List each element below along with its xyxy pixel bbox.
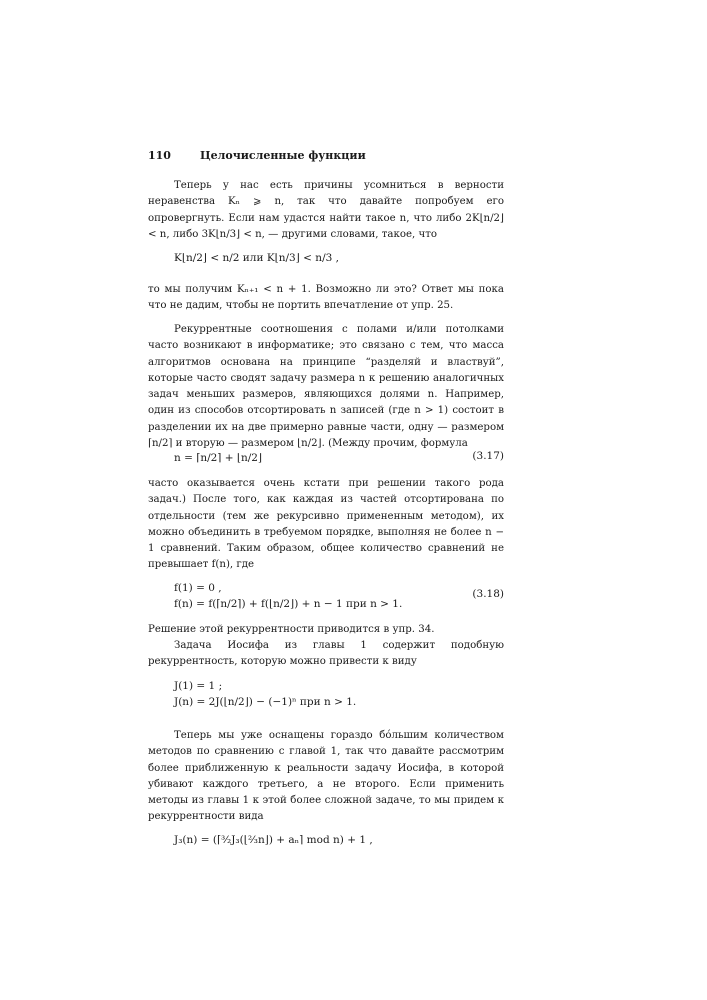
page-number: 110 xyxy=(148,149,171,162)
paragraph-5: Решение этой рекуррентности приводится в упр. 34. xyxy=(148,624,435,635)
paragraph-1: Теперь у нас есть причины усомниться в верности неравенства Kₙ ⩾ n, так что давайте попробуем его опровергнуть. Если нам удастся найти такое n, что либо 2K⌊n/2⌋ < n, либо 3K⌊n/3⌋ < n, — другими словами, такое, что xyxy=(148,180,504,240)
equation-number-3-18: (3.18) xyxy=(472,588,504,600)
formula-3-18-line-2: f(n) = f(⌈n/2⌉) + f(⌊n/2⌋) + n − 1 при n > 1. xyxy=(174,598,403,610)
formula-josephus-line-1: J(1) = 1 ; xyxy=(174,680,223,692)
paragraph-3: Рекуррентные соотношения с полами и/или потолками часто возникают в информатике; это связано с тем, что масса алгоритмов основана на принципе “разделяй и властвуй”, которые часто сводят задачу размера n к решению аналогичных задач меньших размеров, являющихся долями n. Например, один из способов отсортировать n записей (где n > 1) состоит в разделении их на две примерно равные части, одну — размером ⌈n/2⌉ и вторую — размером ⌊n/2⌋. (Между прочим, формула xyxy=(148,324,504,450)
formula-3-17: n = ⌈n/2⌉ + ⌊n/2⌋ xyxy=(174,452,263,464)
running-header xyxy=(148,148,504,166)
formula-josephus-line-2: J(n) = 2J(⌊n/2⌋) − (−1)ⁿ при n > 1. xyxy=(174,696,357,708)
paragraph-4: часто оказывается очень кстати при решении такого рода задач.) После того, как каждая из частей отсортирована по отдельности (тем же рекурсивно примененным методом), их можно объединить в требуемом порядке, выполняя не более n − 1 сравнений. Таким образом, общее количество сравнений не превышает f(n), где xyxy=(148,478,504,571)
paragraph-2: то мы получим Kₙ₊₁ < n + 1. Возможно ли это? Ответ мы пока что не дадим, чтобы не портить впечатление от упр. 25. xyxy=(148,284,504,312)
paragraph-7: Теперь мы уже оснащены гораздо бо́льшим количеством методов по сравнению с главой 1, так что давайте рассмотрим более приближенную к реальности задачу Иосифа, в которой убивают каждого третьего, а не второго. Если применить методы из главы 1 к этой более сложной задаче, то мы придем к рекуррентности вида xyxy=(148,730,504,823)
paragraph-6: Задача Иосифа из главы 1 содержит подобную рекуррентность, которую можно привести к виду xyxy=(148,640,504,668)
chapter-title: Целочисленные функции xyxy=(200,149,366,162)
formula-3-18-line-1: f(1) = 0 , xyxy=(174,582,222,594)
equation-number-3-17: (3.17) xyxy=(472,450,504,462)
formula-josephus-3: J₃(n) = (⌈³⁄₂J₃(⌊²⁄₃n⌋) + aₙ⌉ mod n) + 1 , xyxy=(174,834,373,846)
formula-1: K⌊n/2⌋ < n/2 или K⌊n/3⌋ < n/3 , xyxy=(174,252,339,264)
